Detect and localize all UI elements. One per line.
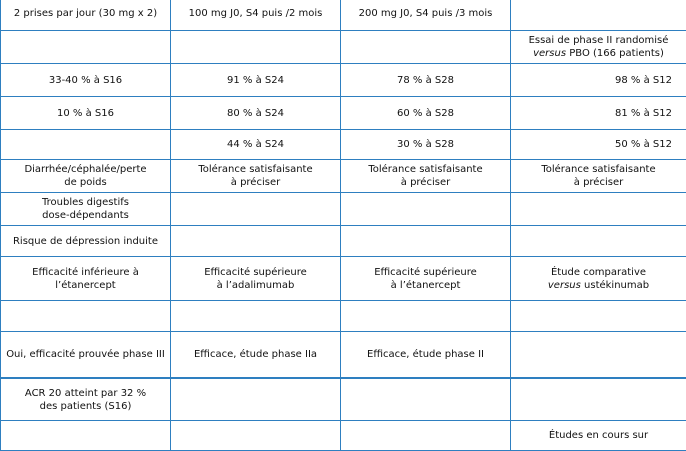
cell-line: Efficace, étude phase II	[345, 348, 506, 361]
cell-line: 81 % à S12	[515, 107, 672, 120]
table-cell	[1, 193, 171, 226]
table-cell	[1, 226, 171, 257]
cell-line: 2 prises par jour (30 mg x 2)	[5, 7, 166, 20]
cell-line: 10 % à S16	[5, 107, 166, 120]
cell-line: 60 % à S28	[345, 107, 506, 120]
table-cell	[511, 226, 686, 257]
table-row	[1, 97, 686, 130]
cell-line: Études en cours sur	[515, 429, 682, 442]
cell-line: Efficacité inférieure à l’étanercept	[5, 266, 166, 292]
table-cell	[341, 160, 511, 193]
table-row	[1, 0, 686, 31]
table-cell	[511, 160, 686, 193]
treatment-comparison-table-continued	[0, 378, 686, 451]
cell-line: à préciser	[175, 176, 336, 189]
cell-line: dose-dépendants	[5, 209, 166, 222]
table-row	[1, 193, 686, 226]
table-cell	[171, 64, 341, 97]
cell-line: 80 % à S24	[175, 107, 336, 120]
table-row	[1, 226, 686, 257]
table-cell	[171, 226, 341, 257]
cell-line: Tolérance satisfaisante	[345, 163, 506, 176]
table-cell	[1, 130, 171, 160]
table-cell	[341, 64, 511, 97]
table-cell	[171, 97, 341, 130]
table-cell	[171, 193, 341, 226]
cell-line: à l’étanercept	[345, 279, 506, 292]
table-cell	[171, 421, 341, 451]
table-row	[1, 301, 686, 332]
table-cell	[171, 31, 341, 64]
cell-line: 200 mg J0, S4 puis /3 mois	[345, 7, 506, 20]
cell-line: Oui, efficacité prouvée phase III	[5, 348, 166, 361]
table-cell	[341, 257, 511, 301]
cell-line: 30 % à S28	[345, 138, 506, 151]
table-row	[1, 421, 686, 451]
table-cell	[341, 301, 511, 332]
table-cell	[511, 130, 686, 160]
table-cell	[171, 332, 341, 378]
cell-line: Essai de phase II randomisé	[515, 34, 682, 47]
table-cell	[341, 130, 511, 160]
table-cell	[1, 160, 171, 193]
table-row	[1, 160, 686, 193]
table-cell	[341, 332, 511, 378]
table-cell	[341, 0, 511, 31]
table-cell	[1, 332, 171, 378]
cell-line: des patients (S16)	[5, 400, 166, 413]
table-cell	[511, 193, 686, 226]
cell-line: à l’adalimumab	[175, 279, 336, 292]
table-row	[1, 64, 686, 97]
table-cell	[341, 226, 511, 257]
table-cell	[171, 379, 341, 421]
table-row	[1, 257, 686, 301]
cell-line: Diarrhée/céphalée/perte	[5, 163, 166, 176]
cell-line: Tolérance satisfaisante	[515, 163, 682, 176]
cell-line: Étude comparative	[515, 266, 682, 279]
table-row	[1, 379, 686, 421]
table-row	[1, 130, 686, 160]
table-cell	[511, 97, 686, 130]
table-cell	[1, 301, 171, 332]
table-cell	[171, 0, 341, 31]
cell-line: 91 % à S24	[175, 74, 336, 87]
table-cell	[511, 0, 686, 31]
table-cell	[1, 257, 171, 301]
cell-line: versus PBO (166 patients)	[515, 47, 682, 60]
table-cell	[1, 0, 171, 31]
cell-line: Efficacité supérieure	[345, 266, 506, 279]
table-cell	[1, 64, 171, 97]
table-row	[1, 332, 686, 378]
cell-line: 100 mg J0, S4 puis /2 mois	[175, 7, 336, 20]
table-cell	[171, 257, 341, 301]
table-cell	[511, 379, 686, 421]
cell-line: versus ustékinumab	[515, 279, 682, 292]
table-cell	[511, 31, 686, 64]
table-cell	[511, 301, 686, 332]
table-cell	[511, 332, 686, 378]
table-cell	[511, 64, 686, 97]
cell-line: 98 % à S12	[515, 74, 672, 87]
cell-line: Efficace, étude phase IIa	[175, 348, 336, 361]
cell-line: 44 % à S24	[175, 138, 336, 151]
table-cell	[341, 97, 511, 130]
cell-line: à préciser	[345, 176, 506, 189]
cell-line: 78 % à S28	[345, 74, 506, 87]
cell-line: Efficacité supérieure	[175, 266, 336, 279]
table-cell	[1, 31, 171, 64]
table-cell	[341, 193, 511, 226]
cell-line: Risque de dépression induite	[5, 235, 166, 248]
table-cell	[1, 421, 171, 451]
table-cell	[171, 130, 341, 160]
table-cell	[341, 421, 511, 451]
table-cell	[511, 421, 686, 451]
cell-line: à préciser	[515, 176, 682, 189]
table-cell	[341, 379, 511, 421]
table-cell	[341, 31, 511, 64]
cell-line: Tolérance satisfaisante	[175, 163, 336, 176]
cell-line: de poids	[5, 176, 166, 189]
cell-line: ACR 20 atteint par 32 %	[5, 387, 166, 400]
cell-line: Troubles digestifs	[5, 196, 166, 209]
table-cell	[171, 301, 341, 332]
table-cell	[511, 257, 686, 301]
table-row	[1, 31, 686, 64]
table-cell	[1, 379, 171, 421]
table-cell	[171, 160, 341, 193]
cell-line: 50 % à S12	[515, 138, 672, 151]
table-cell	[1, 97, 171, 130]
cell-line: 33-40 % à S16	[5, 74, 166, 87]
